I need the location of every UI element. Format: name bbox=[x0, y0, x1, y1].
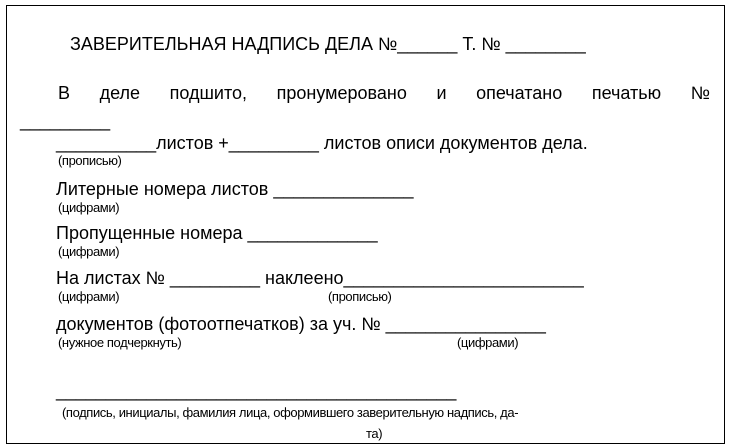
line-1-word: печатью bbox=[591, 83, 662, 103]
line-1-word: В bbox=[58, 83, 71, 103]
line-1 bbox=[58, 84, 710, 102]
line-3-letter-numbers: Литерные номера листов ______________ bbox=[56, 179, 414, 199]
hint-tsiframi: (цифрами) bbox=[58, 244, 120, 259]
line-1-continuation: _________ bbox=[20, 111, 111, 131]
hint-propisyu: (прописью) bbox=[58, 153, 122, 168]
signature-hint-continuation: та) bbox=[366, 426, 383, 441]
line-1-word: и bbox=[436, 83, 447, 103]
line-1-word: опечатано bbox=[476, 83, 563, 103]
line-1-word: деле bbox=[99, 83, 141, 103]
signature-hint: (подпись, инициалы, фамилия лица, оформившего заверительную надпись, да- bbox=[62, 405, 519, 420]
line-5-pasted: На листах № _________ наклеено________________________ bbox=[56, 268, 584, 288]
hint-tsiframi: (цифрами) bbox=[58, 200, 120, 215]
line-1-word: № bbox=[690, 83, 710, 103]
line-6-documents: документов (фотоотпечатков) за уч. № ________________ bbox=[56, 314, 546, 334]
hint-tsiframi: (цифрами) bbox=[457, 335, 519, 350]
line-4-missing-numbers: Пропущенные номера _____________ bbox=[56, 223, 378, 243]
form-title: ЗАВЕРИТЕЛЬНАЯ НАДПИСЬ ДЕЛА №______ Т. № ________ bbox=[70, 34, 586, 54]
hint-tsiframi: (цифрами) bbox=[58, 289, 120, 304]
line-1-word: пронумеровано bbox=[276, 83, 407, 103]
line-1-word: подшито, bbox=[169, 83, 248, 103]
line-2-sheets: __________листов +_________ листов описи документов дела. bbox=[56, 133, 588, 153]
signature-line: ________________________________________ bbox=[56, 381, 457, 401]
hint-propisyu: (прописью) bbox=[328, 289, 392, 304]
hint-underline: (нужное подчеркнуть) bbox=[58, 335, 182, 350]
